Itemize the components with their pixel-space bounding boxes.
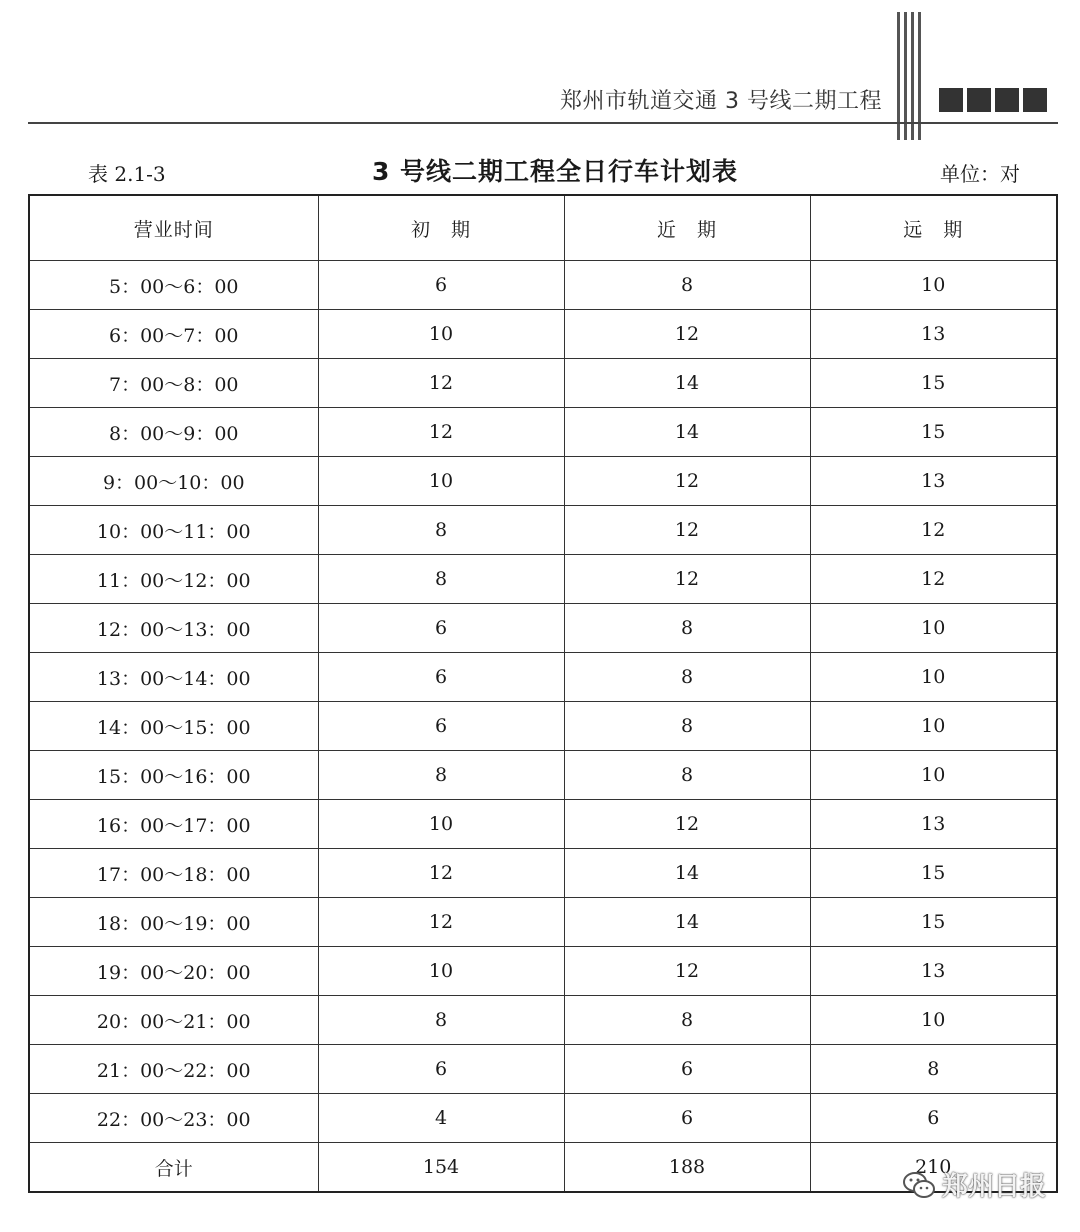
cell-long: 13 <box>810 310 1057 359</box>
cell-near: 14 <box>564 898 810 947</box>
table-row <box>29 751 1057 800</box>
cell-long: 10 <box>810 702 1057 751</box>
header-rule <box>28 122 1058 124</box>
cell-time: 15：00～16：00 <box>29 751 318 800</box>
table-row <box>29 996 1057 1045</box>
cell-initial: 6 <box>318 1045 564 1094</box>
table-row <box>29 408 1057 457</box>
cell-long: 10 <box>810 653 1057 702</box>
column-header-long: 远 期 <box>810 195 1057 261</box>
cell-time: 6：00～7：00 <box>29 310 318 359</box>
table-row <box>29 702 1057 751</box>
table-body <box>29 261 1057 1193</box>
cell-near: 12 <box>564 457 810 506</box>
table-unit: 单位：对 <box>940 162 1020 186</box>
cell-initial: 6 <box>318 702 564 751</box>
table-row <box>29 947 1057 996</box>
cell-long: 13 <box>810 457 1057 506</box>
table-row <box>29 849 1057 898</box>
cell-long: 13 <box>810 800 1057 849</box>
cell-near: 8 <box>564 996 810 1045</box>
cell-near: 12 <box>564 506 810 555</box>
cell-time: 17：00～18：00 <box>29 849 318 898</box>
table-row <box>29 457 1057 506</box>
cell-initial: 12 <box>318 898 564 947</box>
cell-initial: 10 <box>318 457 564 506</box>
decorative-vertical-bars <box>897 12 923 140</box>
cell-near: 12 <box>564 310 810 359</box>
cell-time: 16：00～17：00 <box>29 800 318 849</box>
cell-long: 10 <box>810 604 1057 653</box>
cell-long: 10 <box>810 996 1057 1045</box>
cell-time: 12：00～13：00 <box>29 604 318 653</box>
cell-time: 11：00～12：00 <box>29 555 318 604</box>
table-row <box>29 506 1057 555</box>
cell-time: 20：00～21：00 <box>29 996 318 1045</box>
cell-near: 8 <box>564 261 810 310</box>
table-title: 3 号线二期工程全日行车计划表 <box>371 157 739 186</box>
total-initial: 154 <box>318 1143 564 1193</box>
cell-initial: 8 <box>318 751 564 800</box>
cell-near: 12 <box>564 555 810 604</box>
cell-initial: 8 <box>318 996 564 1045</box>
cell-long: 15 <box>810 408 1057 457</box>
cell-initial: 8 <box>318 555 564 604</box>
cell-time: 19：00～20：00 <box>29 947 318 996</box>
watermark-text: 郑州日报 <box>942 1172 1047 1202</box>
cell-near: 14 <box>564 359 810 408</box>
cell-near: 8 <box>564 653 810 702</box>
table-header-row <box>29 195 1057 261</box>
cell-near: 6 <box>564 1094 810 1143</box>
cell-time: 22：00～23：00 <box>29 1094 318 1143</box>
table-row <box>29 1094 1057 1143</box>
cell-near: 12 <box>564 947 810 996</box>
total-near: 188 <box>564 1143 810 1193</box>
cell-time: 10：00～11：00 <box>29 506 318 555</box>
cell-initial: 12 <box>318 408 564 457</box>
table-row <box>29 800 1057 849</box>
table-row <box>29 359 1057 408</box>
cell-near: 8 <box>564 604 810 653</box>
cell-initial: 10 <box>318 947 564 996</box>
wechat-icon <box>902 1170 936 1200</box>
schedule-table <box>28 194 1058 1193</box>
cell-long: 10 <box>810 261 1057 310</box>
cell-initial: 4 <box>318 1094 564 1143</box>
table-row <box>29 555 1057 604</box>
cell-near: 14 <box>564 849 810 898</box>
table-row <box>29 1045 1057 1094</box>
cell-long: 12 <box>810 506 1057 555</box>
cell-long: 15 <box>810 849 1057 898</box>
cell-time: 18：00～19：00 <box>29 898 318 947</box>
running-title: 郑州市轨道交通 3 号线二期工程 <box>560 89 882 114</box>
cell-initial: 12 <box>318 359 564 408</box>
table-label: 表 2.1-3 <box>88 162 166 186</box>
cell-initial: 12 <box>318 849 564 898</box>
cell-initial: 10 <box>318 800 564 849</box>
cell-long: 13 <box>810 947 1057 996</box>
cell-near: 8 <box>564 751 810 800</box>
cell-time: 8：00～9：00 <box>29 408 318 457</box>
cell-initial: 6 <box>318 604 564 653</box>
cell-initial: 8 <box>318 506 564 555</box>
cell-initial: 10 <box>318 310 564 359</box>
table-row <box>29 898 1057 947</box>
total-label: 合计 <box>29 1143 318 1193</box>
cell-time: 21：00～22：00 <box>29 1045 318 1094</box>
cell-long: 15 <box>810 898 1057 947</box>
cell-time: 7：00～8：00 <box>29 359 318 408</box>
column-header-time: 营业时间 <box>29 195 318 261</box>
cell-long: 15 <box>810 359 1057 408</box>
watermark <box>902 1166 1046 1203</box>
table-row <box>29 604 1057 653</box>
cell-long: 10 <box>810 751 1057 800</box>
cell-initial: 6 <box>318 653 564 702</box>
cell-long: 8 <box>810 1045 1057 1094</box>
cell-long: 12 <box>810 555 1057 604</box>
table-row <box>29 310 1057 359</box>
cell-time: 9：00～10：00 <box>29 457 318 506</box>
cell-near: 8 <box>564 702 810 751</box>
column-header-near: 近 期 <box>564 195 810 261</box>
column-header-initial: 初 期 <box>318 195 564 261</box>
cell-time: 13：00～14：00 <box>29 653 318 702</box>
cell-time: 5：00～6：00 <box>29 261 318 310</box>
table-row <box>29 653 1057 702</box>
cell-near: 14 <box>564 408 810 457</box>
cell-long: 6 <box>810 1094 1057 1143</box>
cell-time: 14：00～15：00 <box>29 702 318 751</box>
cell-near: 12 <box>564 800 810 849</box>
cell-initial: 6 <box>318 261 564 310</box>
total-long: 210 <box>810 1143 1057 1193</box>
table-row <box>29 261 1057 310</box>
decorative-squares <box>939 88 1047 112</box>
cell-near: 6 <box>564 1045 810 1094</box>
